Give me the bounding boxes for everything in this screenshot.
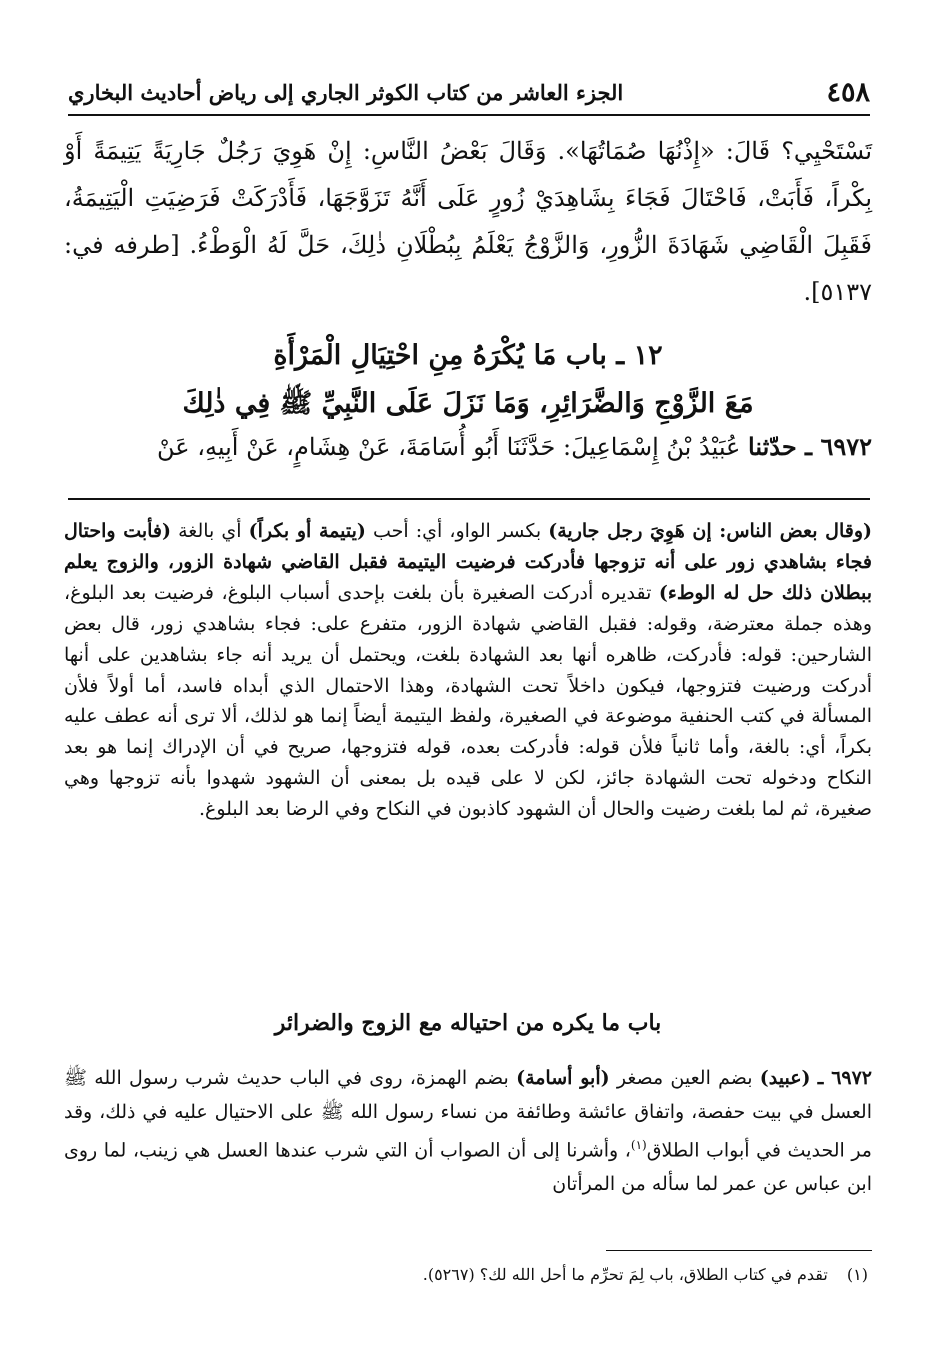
- footnote-text: تقدم في كتاب الطلاق، باب لِمَ تحرِّم ما أحل الله لك؟ (٥٢٦٧).: [422, 1265, 828, 1284]
- para2-quote-2: (أبو أسامة): [516, 1067, 610, 1089]
- commentary-paragraph-2: [64, 1062, 872, 1201]
- commentary-quote-3: (فأبت واحتال فجاء بشاهدي زور على أنه تزوجها فأدركت فرضيت اليتيمة فقبل القاضي شهادة الزور، والزوج يعلم ببطلان ذلك حل له الوطء): [64, 520, 872, 604]
- running-title: الجزء العاشر من كتاب الكوثر الجاري إلى رياض أحاديث البخاري: [68, 79, 624, 105]
- commentary-text-3: تقديره أدركت الصغيرة بأن بلغت بإحدى أسباب البلوغ، فرضيت بعد البلوغ، وهذه جملة معترضة، وقوله: فقبل القاضي شهادة الزور، متفرع على: فجاء بشاهدي زور، قال بعض الشارحين: قوله: فأدركت، ظاهره أنها بعد الشهادة بلغت، ويحتمل أن يريد أنه جاء بشاهدين على أنها أدركت ورضيت فتزوجها، فيكون داخلاً تحت الشهادة، وهذا الاحتمال الذي أبداه فاسد، أما أولاً فلأن المسألة في كتب الحنفية موضوعة في الصغيرة، ولفظ اليتيمة أيضاً إنما هو لذلك، ألا ترى أنه عطف عليه بكراً، أي: بالغة، وأما ثانياً فلأن قوله: فأدركت بعده، قوله فتزوجها، صريح في أن الإدراك إنما هو بعد النكاح ودخوله تحت الشهادة جائز، لكن لا على قيده بل بمعنى أن الشهود شهدوا بأنه تزوجها وهي صغيرة، ثم لما بلغت رضيت والحال أن الشهود كاذبون في النكاح وفي الرضا بعد البلوغ.: [64, 581, 872, 821]
- isnad-line: [64, 427, 872, 467]
- chapter-heading: [64, 332, 872, 428]
- chapter-heading-line-2: مَعَ الزَّوْجِ وَالضَّرَائِرِ، وَمَا نَزَلَ عَلَى النَّبِيِّ ﷺ فِي ذٰلِكَ: [182, 388, 754, 419]
- footnote-reference[interactable]: (١): [630, 1138, 647, 1152]
- page-header: [68, 70, 870, 116]
- chapter-heading-line-1: ١٢ ـ باب مَا يُكْرَهُ مِنِ احْتِيَالِ الْمَرْأَةِ: [273, 340, 663, 371]
- commentary-quote-2: (يتيمة أو بكراً): [248, 520, 366, 542]
- para2-text-3: ، وأشرنا إلى أن الصواب أن التي شرب عندها العسل هي زينب، لما روى ابن عباس عن عمر لما سأله من المرأتان: [64, 1139, 872, 1195]
- section-subheading: باب ما يكره من احتياله مع الزوج والضرائر: [274, 1010, 662, 1036]
- para2-number: ٦٩٧٢ ـ: [817, 1067, 873, 1089]
- page-number: ٤٥٨: [826, 76, 870, 108]
- section-divider: [68, 498, 870, 500]
- footnote-divider: [606, 1250, 872, 1251]
- para2-text-2: بضم الهمزة، روى في الباب حديث شرب رسول الله ﷺ العسل في بيت حفصة، واتفاق عائشة وطائفة من نساء رسول الله ﷺ على الاحتيال عليه في ذلك، وقد مر الحديث في أبواب الطلاق: [64, 1067, 872, 1162]
- para2-text-1: بضم العين مصغر: [609, 1067, 760, 1089]
- hadith-number: ٦٩٧٢ ـ حدّثنا: [748, 432, 872, 461]
- para2-quote-1: (عبيد): [759, 1067, 811, 1089]
- footnote-number: (١): [846, 1265, 868, 1284]
- hadith-text-block: [64, 128, 872, 316]
- hadith-text: تَسْتَحْيِي؟ قَالَ: «إِذْنُهَا صُمَاتُهَا». وَقَالَ بَعْضُ النَّاسِ: إِنْ هَوِيَ رَجُلٌ جَارِيَةً يَتِيمَةً أَوْ بِكْراً، فَأَبَتْ، فَاحْتَالَ فَجَاءَ بِشَاهِدَيْ زُورٍ عَلَى أَنَّهُ تَزَوَّجَهَا، فَأَدْرَكَتْ فَرَضِيَتِ الْيَتِيمَةُ، فَقَبِلَ الْقَاضِي شَهَادَةَ الزُّورِ، وَالزَّوْجُ يَعْلَمُ بِبُطْلَانِ ذٰلِكَ، حَلَّ لَهُ الْوَطْءُ.: [64, 137, 872, 259]
- commentary-text-2: أي بالغة: [171, 520, 249, 542]
- commentary-text-1: بكسر الواو، أي: أحب: [365, 520, 549, 542]
- footnote: [68, 1262, 868, 1288]
- hadith-cross-reference: [طرفه في: ٥١٣٧].: [64, 231, 872, 306]
- commentary-quote-1: (وقال بعض الناس: إن هَوِيَ رجل جارية): [548, 520, 872, 542]
- commentary-paragraph: [64, 516, 872, 825]
- isnad-text: عُبَيْدُ بْنُ إِسْمَاعِيلَ: حَدَّثَنَا أَبُو أُسَامَةَ، عَنْ هِشَامٍ، عَنْ أَبِيهِ، عَنْ: [157, 433, 741, 461]
